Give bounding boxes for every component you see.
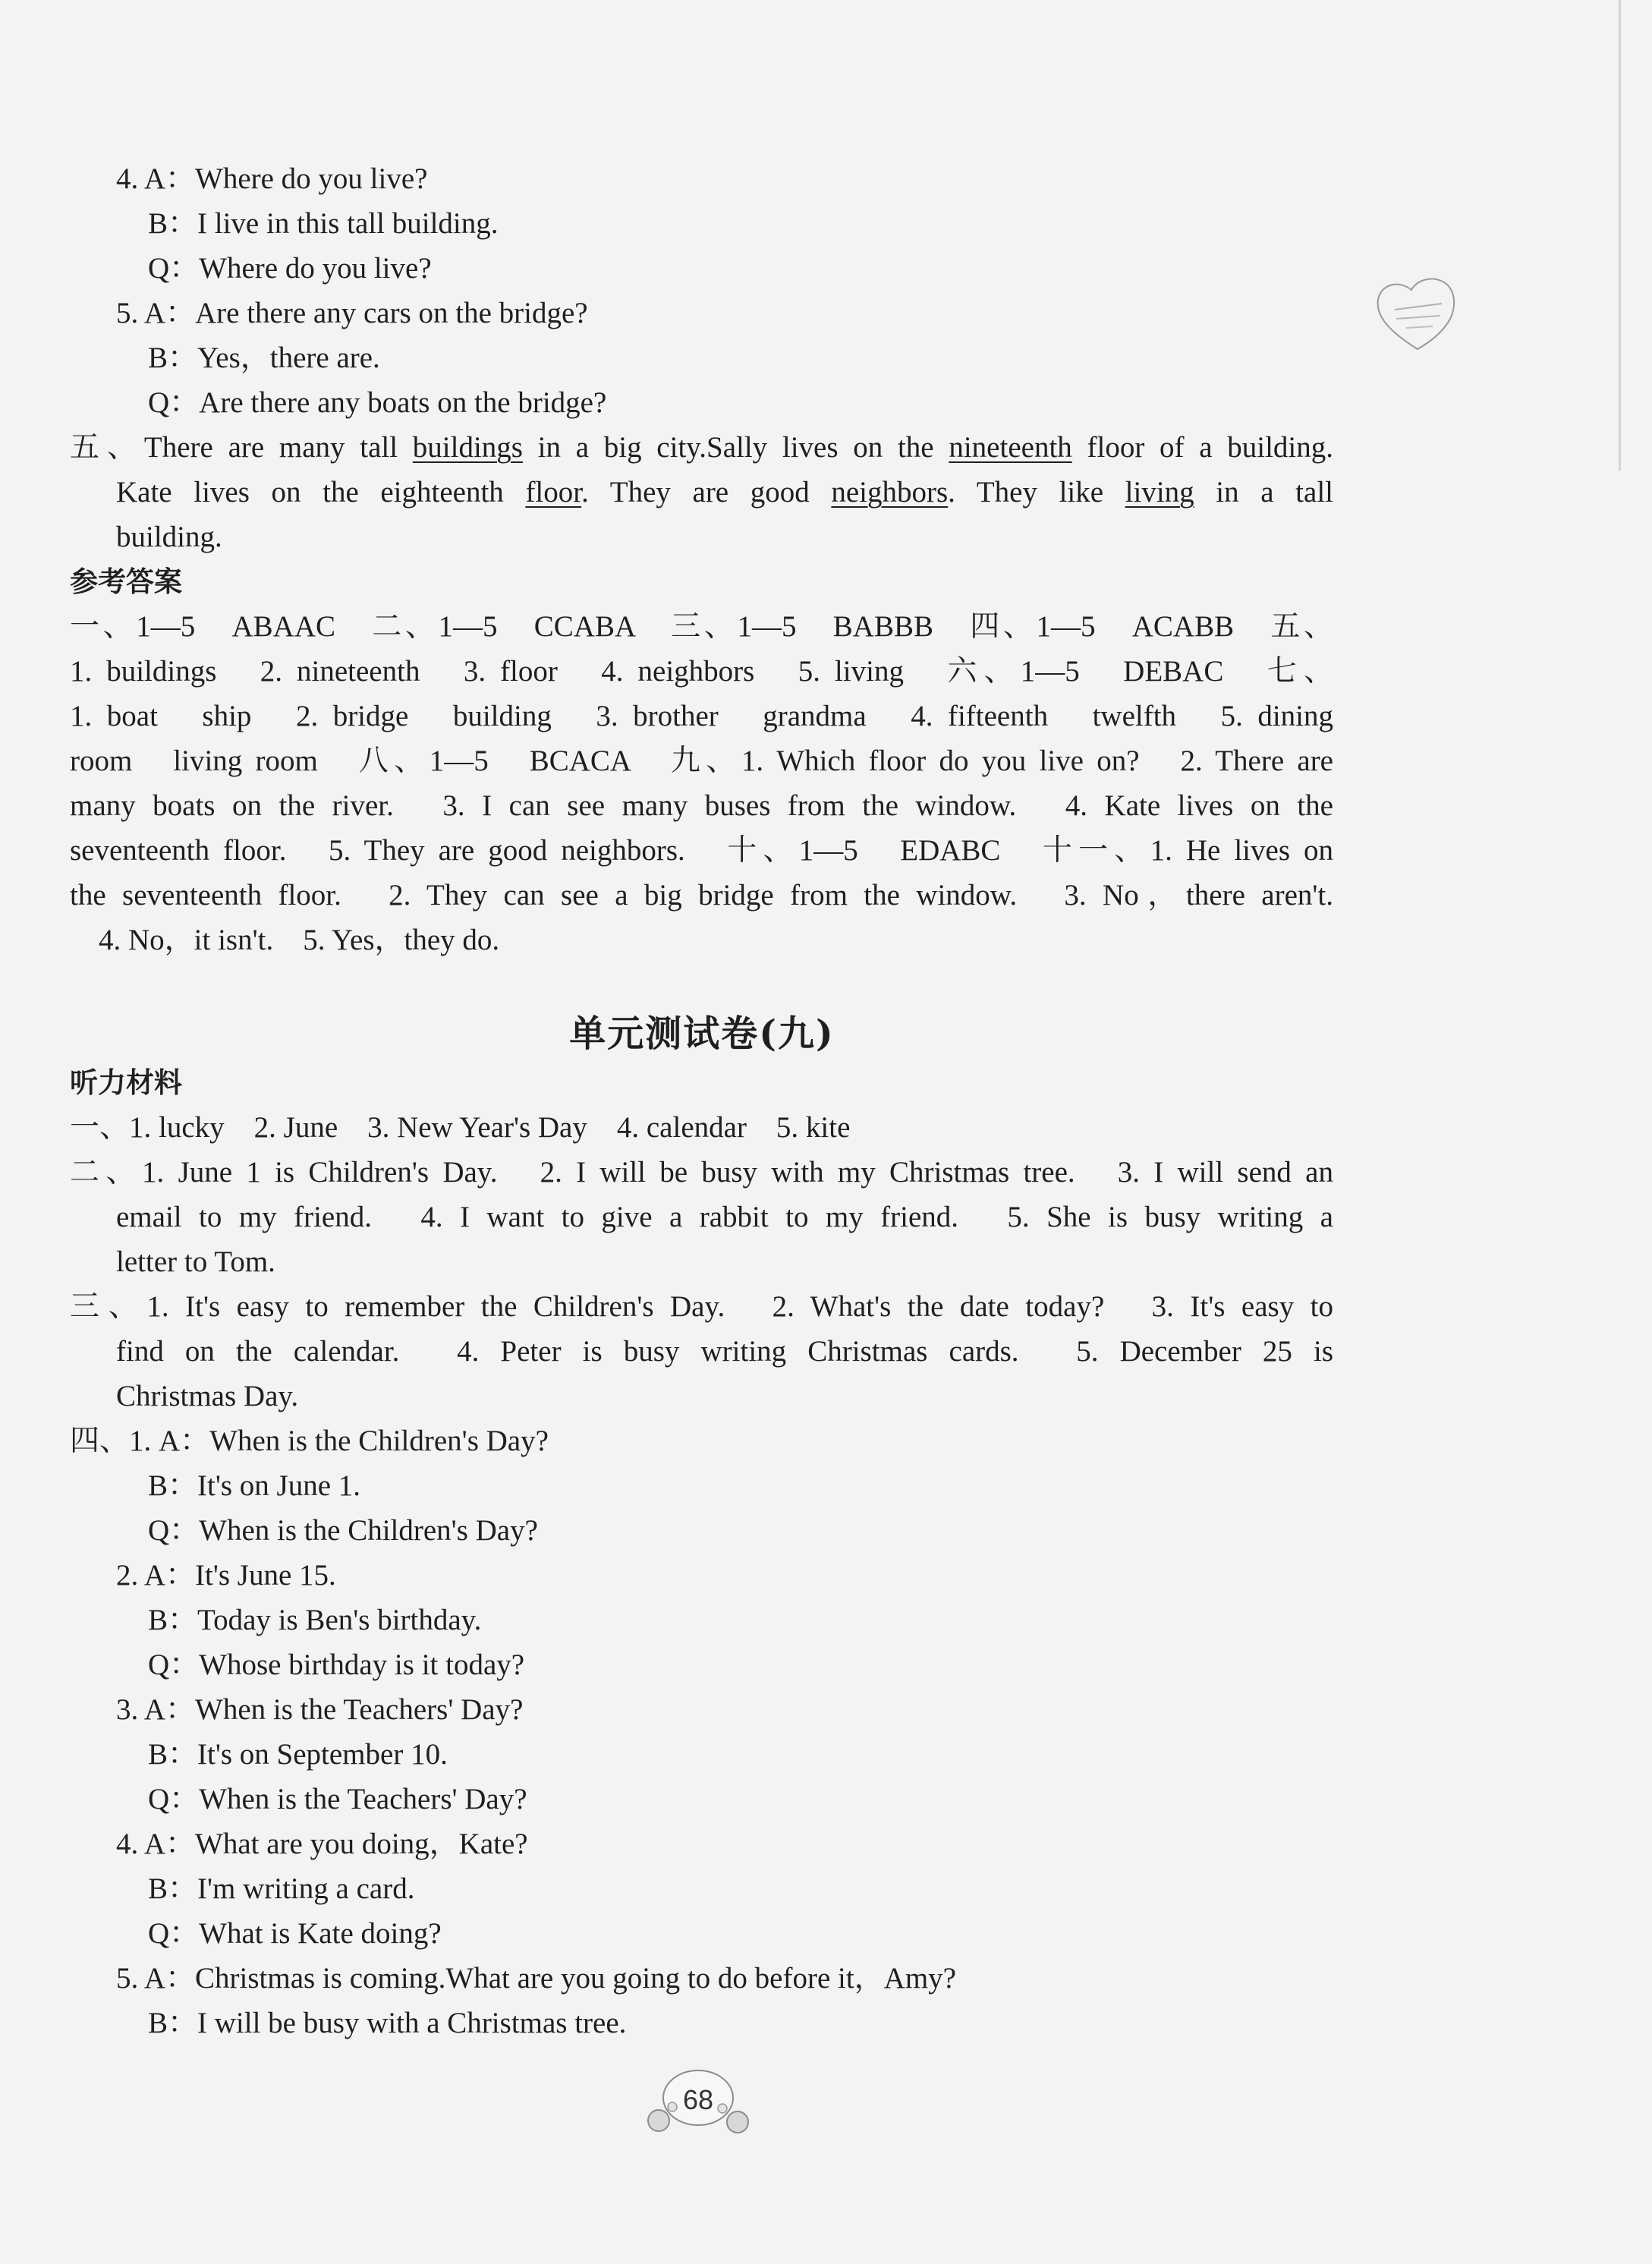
listening-line: email to my friend. 4. I want to give a rabbit to my friend. 5. She is busy writing a [116,1201,1333,1233]
dialogue-line: 四、1. A：When is the Children's Day? [70,1425,549,1457]
answer-line: 4. No，it isn't. 5. Yes，they do. [99,924,500,956]
dialogue-line: Q：What is Kate doing? [148,1917,442,1950]
answer-line: seventeenth floor. 5. They are good neighbors. 十、1—5 EDABC 十一、1. He lives on [70,834,1333,867]
answer-line: room living room 八、1—5 BCACA 九、1. Which floor do you live on? 2. There are [70,745,1333,777]
dialogue-line: Q：Are there any boats on the bridge? [148,386,607,419]
page-number-badge [637,2061,759,2145]
answers-heading: 参考答案 [70,565,182,598]
listening-line: letter to Tom. [116,1245,275,1278]
underlined-word: nineteenth [949,431,1072,464]
section-five-line: 五、There are many tall buildings in a big city.Sally lives on the nineteenth floor of a building. [70,431,1333,464]
answer-line: 1. buildings 2. nineteenth 3. floor 4. neighbors 5. living 六、1—5 DEBAC 七、 [70,655,1333,688]
section-five-line: Kate lives on the eighteenth floor. They are good neighbors. They like living in a tall [116,476,1333,509]
listening-line: 三、1. It's easy to remember the Children's Day. 2. What's the date today? 3. It's easy to [70,1290,1333,1323]
dialogue-line: Q：Where do you live? [148,252,432,285]
listening-line: 一、1. lucky 2. June 3. New Year's Day 4. calendar 5. kite [70,1111,851,1144]
dialogue-line: 4. A：What are you doing，Kate? [116,1828,528,1860]
dialogue-line: B：Today is Ben's birthday. [148,1604,482,1636]
listening-heading: 听力材料 [70,1066,182,1099]
listening-line: Christmas Day. [116,1380,299,1412]
answer-line: 1. boat ship 2. bridge building 3. brother grandma 4. fifteenth twelfth 5. dining [70,700,1333,732]
page-number: 68 [682,2084,714,2115]
page-edge-line [1619,0,1621,471]
dialogue-line: 3. A：When is the Teachers' Day? [116,1693,524,1726]
answer-line: 一、1—5 ABAAC 二、1—5 CCABA 三、1—5 BABBB 四、1—5 ACABB 五、 [70,610,1333,643]
section-five-line: building. [116,521,222,553]
dialogue-line: B：It's on September 10. [148,1738,448,1771]
answer-line: many boats on the river. 3. I can see many buses from the window. 4. Kate lives on the [70,789,1333,822]
underlined-word: floor [525,476,582,509]
answer-line: the seventeenth floor. 2. They can see a big bridge from the window. 3. No，there aren't. [70,879,1333,912]
dialogue-line: B：I'm writing a card. [148,1872,415,1905]
underlined-word: buildings [412,431,523,464]
dialogue-line: Q：Whose birthday is it today? [148,1648,525,1681]
dialogue-line: 5. A：Are there any cars on the bridge? [116,297,588,329]
dialogue-line: B：I live in this tall building. [148,207,499,240]
dialogue-line: 4. A：Where do you live? [116,162,428,195]
dialogue-line: B：It's on June 1. [148,1469,361,1502]
dialogue-line: Q：When is the Teachers' Day? [148,1783,527,1815]
dialogue-line: Q：When is the Children's Day? [148,1514,538,1547]
dialogue-line: 5. A：Christmas is coming.What are you going to do before it，Amy? [116,1962,956,1995]
listening-line: find on the calendar. 4. Peter is busy writing Christmas cards. 5. December 25 is [116,1335,1333,1368]
dialogue-line: B：Yes，there are. [148,342,380,374]
unit-title: 单元测试卷(九) [569,1012,835,1055]
underlined-word: living [1125,476,1194,509]
dialogue-line: 2. A：It's June 15. [116,1559,336,1592]
dialogue-line: B：I will be busy with a Christmas tree. [148,2007,627,2039]
underlined-word: neighbors [831,476,949,509]
listening-line: 二、1. June 1 is Children's Day. 2. I will be busy with my Christmas tree. 3. I will send an [70,1156,1333,1189]
